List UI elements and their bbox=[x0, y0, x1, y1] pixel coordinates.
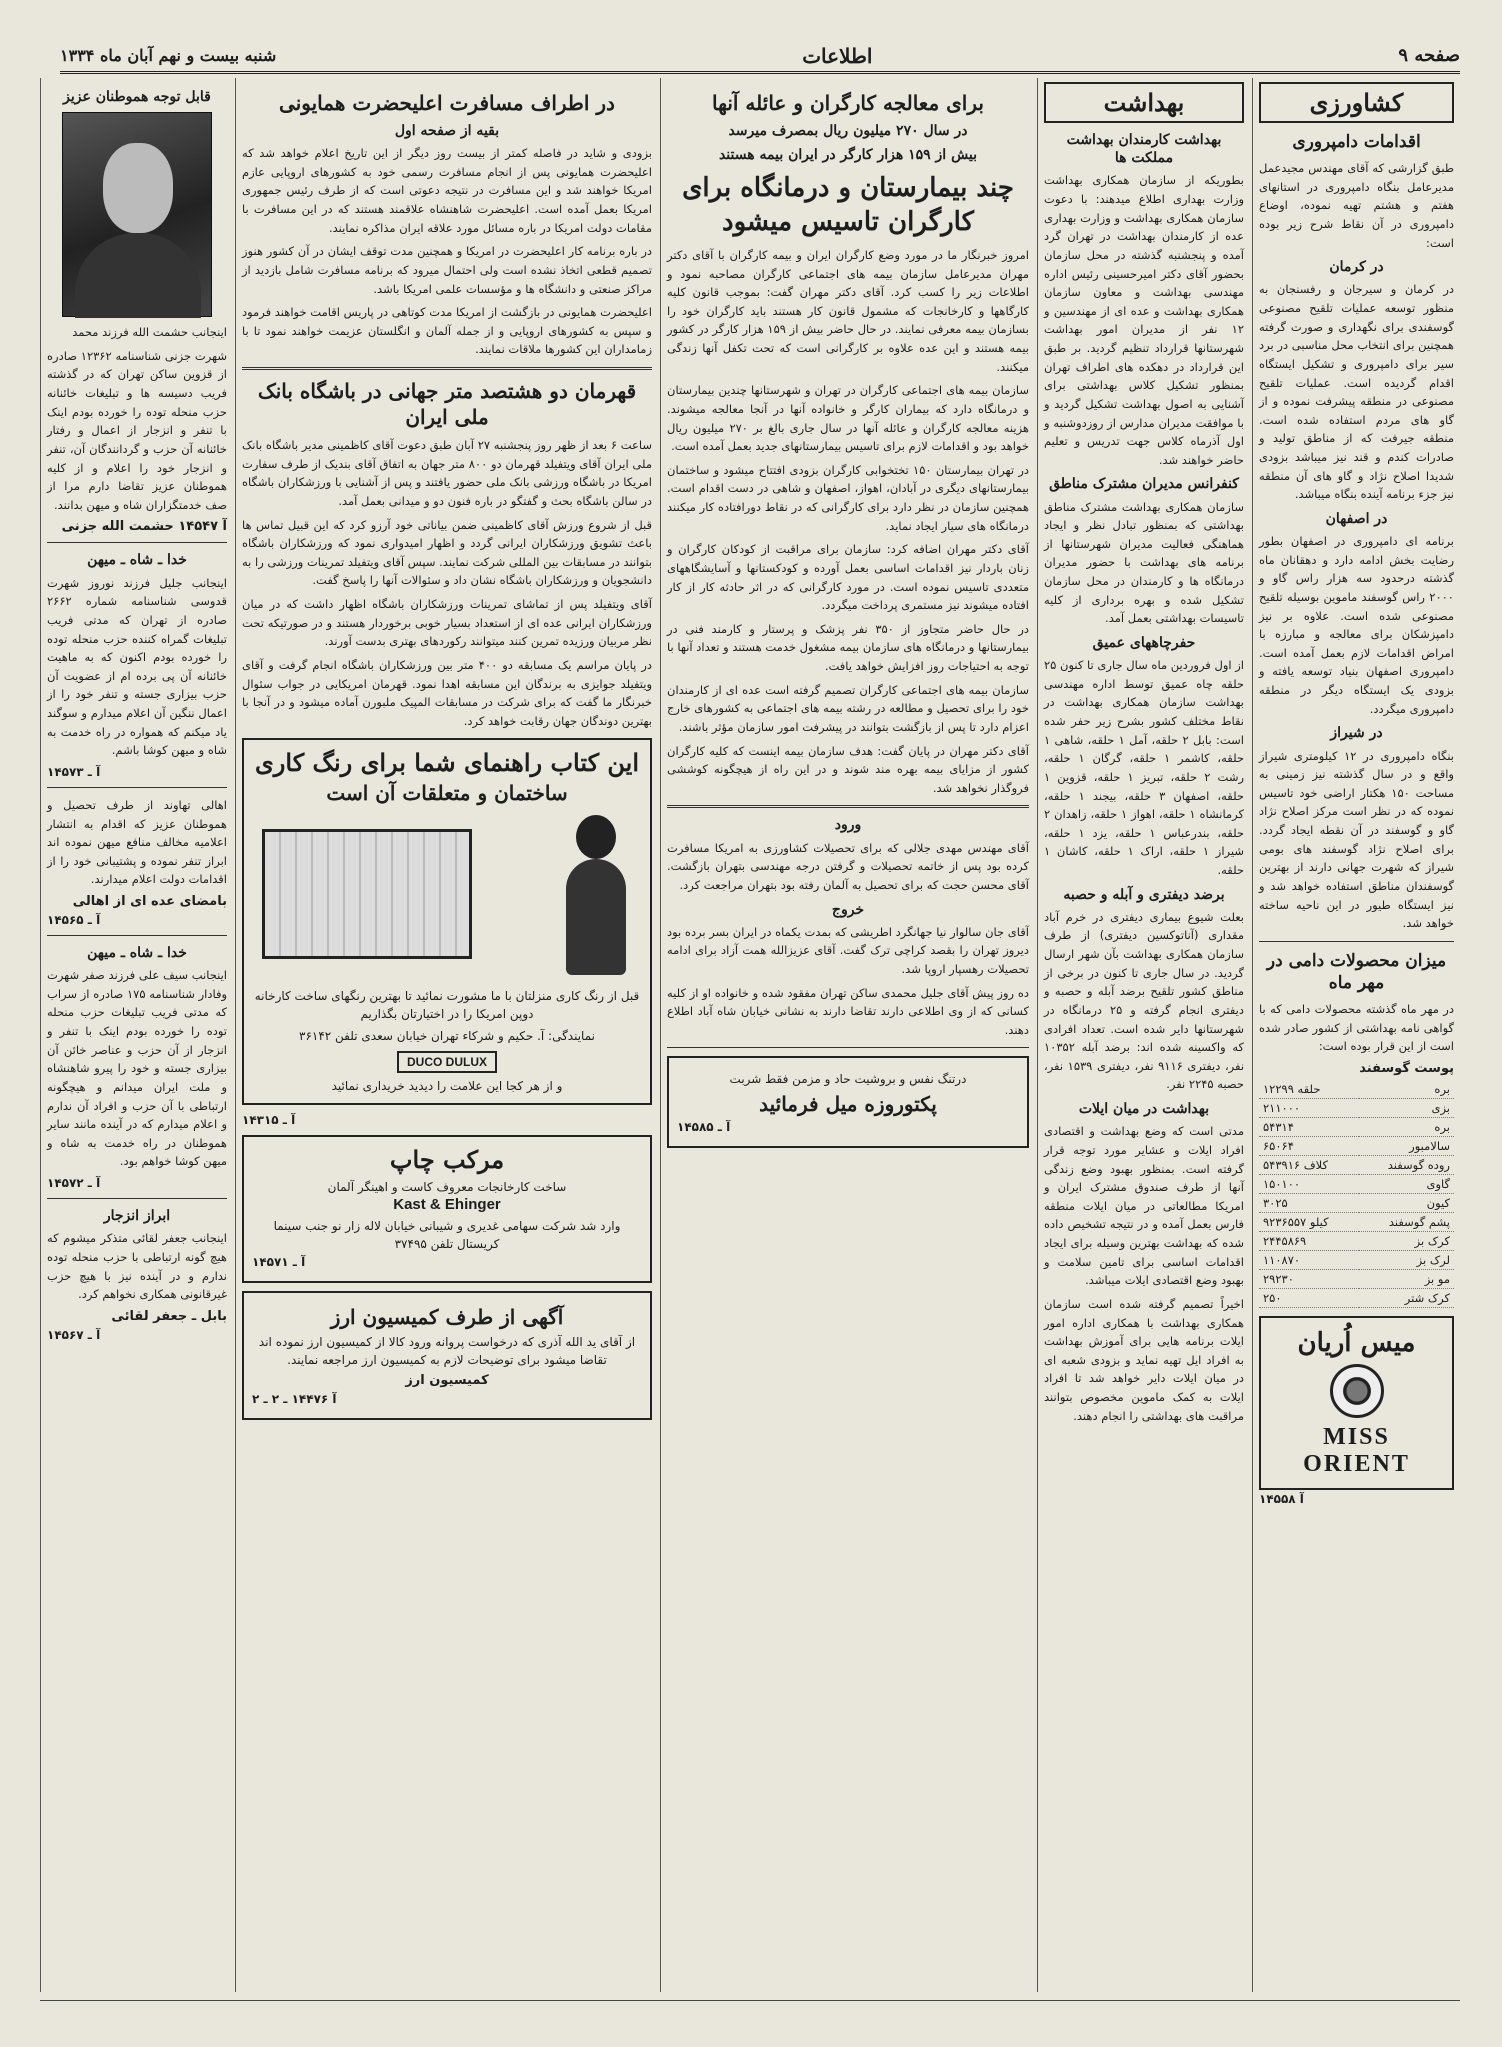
column-news bbox=[235, 78, 658, 1992]
stats-value: ۲۴۴۵۸۶۹ bbox=[1259, 1231, 1359, 1250]
notice-code: آ ـ ۱۴۵۷۳ bbox=[47, 764, 101, 779]
column-health bbox=[1037, 78, 1250, 1992]
ad-subheading: ساخت کارخانجات معروف کاست و اهینگر آلمان bbox=[327, 1180, 567, 1195]
article-headline: بهداشت در میان ایلات bbox=[1078, 1101, 1210, 1118]
arrivals-text: آقای مهندس مهدی جلالی که برای تحصیلات کشاورزی به امریکا مسافرت کرده بود پس از خاتمه تحصیلات و گرفتن درجه مهندسی بتهران بازگشت. آقای محسن حجت که برای تحصیل به آلمان رفته بود بتهران مراجعت کرد. bbox=[667, 840, 1029, 892]
article-paragraph: ساعت ۶ بعد از ظهر روز پنجشنبه ۲۷ آبان طبق دعوت آقای کاظمینی مدیر باشگاه بانک ملی ایران آقای ویتفیلد قهرمان دو ۸۰۰ متر جهان به اتفاق آقای بندیک از طرف سفارت امریکا در باشگاه ورزشی بانک ملی حضور یافتند و پس از آشنایی با ورزشکاران باشگاه در سالن باشگاه بحث و گفتگو در باره فنون دو و میدانی بعمل آمد. bbox=[242, 438, 653, 508]
article-paragraph: بنگاه دامپروری در ۱۲ کیلومتری شیراز واقع و در سال گذشته نیز زمینی به مساحت ۱۵۰ هکتار اراضی خود تاسیس نموده که در نظر است مرکز اصلاح نژاد گاو و گوسفند در آن نقطه ایجاد گردد. برای اصلاح نژاد گوسفند های بومی شیراز که شهرت جهانی دارند از بهترین گوسفندان مناطق استفاده خواهد شد و نیز ایستگاه طیور در این ناحیه ساخته خواهد شد. bbox=[1259, 748, 1454, 931]
article-paragraph: در کرمان و سیرجان و رفسنجان به منظور توسعه عملیات تلقیح مصنوعی گوسفندی برای نگهداری و صورت گرفته همچنین برای انتخاب محل مناسبی در برد سیر برای دامپروری و تشکیل ایستگاه اقدام گردیده است. عملیات تلقیح مصنوعی در منطقه پیشرفت نموده و از گاو های مردم استفاده شده است. منطقه جیرفت که از مناطق تولید و صادرات کندم و قند نیز میباشد بزودی شدیدا اصلاح نژاد و گاو های آن منطقه نیز جزء برنامه آینده بنگاه میباشد. bbox=[1259, 282, 1454, 502]
ad-heading: مرکب چاپ bbox=[389, 1145, 505, 1175]
stats-label: بره bbox=[1359, 1080, 1454, 1099]
stats-label: سالامبور bbox=[1359, 1136, 1454, 1155]
divider bbox=[47, 935, 227, 936]
divider bbox=[242, 367, 652, 370]
article-headline: میزان محصولات دامی در مهر ماه bbox=[1266, 950, 1447, 993]
stats-row bbox=[1259, 1080, 1454, 1099]
ad-signature: کمیسیون ارز bbox=[405, 1373, 489, 1389]
departures-title: خروج bbox=[831, 901, 865, 918]
sub-headline: در سال ۲۷۰ میلیون ریال بمصرف میرسد bbox=[728, 123, 968, 139]
arrivals-title: ورود bbox=[834, 817, 862, 834]
article-paragraph: در باره برنامه کار اعلیحضرت در امریکا و همچنین مدت توقف ایشان در آن کشور هنوز تصمیم قطعی اتخاذ نشده است ولی احتمال میرود که برنامه مسافرت شامل بازدید از مراکز صنعتی و دانشگاه ها و مؤسسات علمی امریکا باشد. bbox=[242, 244, 652, 296]
article-headline: برضد دیفتری و آبله و حصبه bbox=[1063, 886, 1225, 903]
article-paragraph: اخیراً تصمیم گرفته شده است سازمان همکاری بهداشت با همکاری اداره امور ایلات برنامه هایی برای آموزش بهداشت به افراد ایل تهیه نماید و بزودی شعبه ای در میان ایلات دایر خواهد شد تا افراد ایلات به کمک ماموین مخصوص بتوانند مراقبت های بهداشتی را انجام دهند. bbox=[1044, 1296, 1244, 1423]
stats-value: ۹۲۳۶۵۵۷ کیلو bbox=[1259, 1212, 1359, 1231]
stats-label: کیون bbox=[1359, 1193, 1454, 1212]
subheading: در اصفهان bbox=[1325, 510, 1388, 527]
article-headline: کنفرانس مدیران مشترک مناطق bbox=[1049, 476, 1239, 493]
stats-row bbox=[1259, 1250, 1454, 1269]
main-headline-large: چند بیمارستان و درمانگاه برای کارگران تاسیس میشود bbox=[682, 173, 1014, 238]
article-paragraph: آقای ویتفیلد پس از تماشای تمرینات ورزشکاران باشگاه اظهار داشت که در میان ورزشکاران ایرانی عده ای از استعداد بسیار خوبی برخوردار هستند و در صورتیکه تحت نظر مربیان ورزیده تمرین کنند میتوانند رکوردهای بهتری بدست آورند. bbox=[242, 597, 652, 649]
ad-address: نمایندگی: آ. حکیم و شرکاء تهران خیابان سعدی تلفن ۳۶۱۴۲ bbox=[299, 1029, 595, 1044]
ad-sign-note: و از هر کجا این علامت را دیدید خریداری نمائید bbox=[331, 1079, 563, 1094]
stats-value: ۲۵۰ bbox=[1259, 1288, 1359, 1307]
stats-label: مو بز bbox=[1359, 1269, 1454, 1288]
ad-code: آ ۱۴۴۷۶ ـ ۲ ـ ۲ bbox=[252, 1392, 337, 1407]
article-paragraph: از اول فروردین ماه سال جاری تا کنون ۲۵ حلقه چاه عمیق توسط اداره مهندسی بهداشت سازمان همکاری بهداشت در نقاط مختلف کشور بشرح زیر حفر شده است: بابل ۲ حلقه، آمل ۱ حلقه، شاهی ۱ حلقه، کاشمر ۱ حلقه، گرگان ۱ حلقه، رشت ۲ حلقه، تبریز ۱ حلقه، قزوین ۱ حلقه، اصفهان ۳ حلقه، بیجند ۱ حلقه، کرمانشاه ۱ حلقه، اهواز ۱ حلقه، زاهدان ۲ حلقه، بندرعباس ۱ حلقه، یزد ۱ حلقه، شیراز ۱ حلقه، اراک ۱ حلقه، کاشان ۱ حلقه. bbox=[1044, 658, 1245, 877]
stats-label: روده گوسفند bbox=[1359, 1155, 1454, 1174]
stats-value: ۲۱۱۰۰۰ bbox=[1259, 1098, 1359, 1117]
stats-title: پوست گوسفند bbox=[1359, 1060, 1454, 1076]
notice-signature: بامضای عده ای از اهالی bbox=[72, 894, 227, 909]
ad-agent: وارد شد شرکت سهامی غدیری و شیبانی خیابان لاله زار نو جنب سینما کریستال تلفن ۳۷۴۹۵ bbox=[273, 1219, 621, 1252]
stats-value: ۱۵۰۱۰۰ bbox=[1259, 1174, 1359, 1193]
stats-row bbox=[1259, 1117, 1454, 1136]
stats-value: ۱۱۰۸۷۰ bbox=[1259, 1250, 1359, 1269]
stats-value: ۶۵۰۶۴ bbox=[1259, 1136, 1359, 1155]
ad-code: آ ـ ۱۴۵۸۵ bbox=[677, 1120, 731, 1135]
ad-dulux-paint bbox=[242, 738, 652, 1105]
emblem-icon bbox=[1330, 1364, 1384, 1418]
ad-code: آ ۱۴۵۵۸ bbox=[1259, 1491, 1304, 1506]
column-agriculture bbox=[1252, 78, 1460, 1992]
article-headline: قهرمان دو هشتصد متر جهانی در باشگاه بانک ملی ایران bbox=[257, 379, 637, 430]
article-paragraph: در حال حاضر متجاوز از ۳۵۰ نفر پزشک و پرستار و کارمند فنی در بیمارستانها و درمانگاه های سازمان بیمه مشغول خدمت هستند و تعداد آنها با توجه به احتیاجات روز افزایش خواهد یافت. bbox=[667, 621, 1029, 674]
stats-row bbox=[1259, 1155, 1454, 1174]
article-headline: بهداشت کارمندان بهداشت مملکت ها bbox=[1066, 132, 1222, 167]
stats-row bbox=[1259, 1269, 1454, 1288]
stats-value: ۵۴۳۱۴ bbox=[1259, 1117, 1359, 1136]
article-paragraph: در تهران بیمارستان ۱۵۰ تختخوابی کارگران بزودی افتتاح میشود و ساختمان بیمارستانهای دیگری در آبادان، اهواز، اصفهان و شاهی در دست اقدام است. همچنین سازمان در نظر دارد برای کارگرانی که در نقاط دورافتاده کار میکنند درمانگاه های سیار ایجاد نماید. bbox=[667, 462, 1030, 533]
notice-code: آ ـ ۱۴۵۷۲ bbox=[47, 1176, 101, 1191]
stats-row bbox=[1259, 1288, 1454, 1307]
portrait-photo bbox=[62, 112, 212, 317]
main-headline: برای معالجه کارگران و عائله آنها bbox=[712, 91, 984, 115]
stats-label: لرک بز bbox=[1359, 1250, 1454, 1269]
stats-label: گاوی bbox=[1359, 1174, 1454, 1193]
ad-product: پکتوروزه میل فرمائید bbox=[759, 1092, 937, 1117]
article-paragraph: بطوریکه از سازمان همکاری بهداشت وزارت بهداری اطلاع میدهند: با دعوت سازمان همکاری بهداشت و وزارت بهداری عده از کارمندان بهداشت در تهران گرد آمده و پنجشنبه گذشته در محل سازمان بحضور آقای دکتر امیرحسینی رئیس اداره مهندسی بهداشت و معاون سازمان همکاری بهداشت و عده ای از مهندسین و ۱۲ نفر از مدیران امور بهداشت شهرستانها قرارداد تنظیم گردید. بر طبق این قرارداد در دهکده های اطراف تهران بمنظور تشکیل کلاس بهداشتی برای آشنایی به اصول بهداشت تشکیل گردید و با موافقت مدیران مدارس از روزدوشنبه و اول آذرماه کلاس جهت تدریس و تعلیم حاضر خواهند شد. bbox=[1044, 173, 1244, 467]
ad-heading-2: ساختمان و متعلقات آن است bbox=[326, 781, 568, 806]
divider bbox=[667, 805, 1029, 808]
notice-headline: قابل توجه هموطنان عزیز bbox=[63, 89, 211, 105]
article-headline: اقدامات دامپروری bbox=[1292, 132, 1421, 152]
stats-row bbox=[1259, 1231, 1454, 1250]
notice-text: شهرت جزنی شناسنامه ۱۲۳۶۲ صادره از قزوین ساکن تهران که در گذشته فریب دسیسه ها و تبلیغات خائنانه حزب منحله توده را خورده بودم اینک با تنفر و انزجار از اعمال و رفتار خائنانه آن حزب و گردانندگان آن، تنفر و انزجار خود را اعلام و از کلیه هموطنان عزیز تقاضا دارم مرا از صف خدمتگزاران شاه و میهن بدانند. bbox=[47, 348, 227, 512]
continued-note: بقیه از صفحه اول bbox=[394, 123, 500, 139]
notice-signature: بابل ـ جعفر لقائی bbox=[111, 1308, 227, 1324]
woman-figure-icon bbox=[556, 815, 636, 975]
stats-label: بره bbox=[1359, 1117, 1454, 1136]
stats-label: بزی bbox=[1359, 1098, 1454, 1117]
notice-text: ده روز پیش آقای جلیل محمدی ساکن تهران مفقود شده و خانواده او از کلیه کسانی که از وی اطلاعی دارند تقاضا دارند به نشانی خیابان شاه آباد اطلاع دهند. bbox=[667, 985, 1029, 1037]
notice-text: اهالی تهاوند از طرف تحصیل و هموطنان عزیز که اقدام به انتشار اعلامیه مخالف منافع میهن نموده اند ابراز تنفر نموده و پشتیبانی خود را از اقدامات دولت اعلام میدارند. bbox=[47, 797, 227, 887]
ad-code: آ ـ ۱۴۳۱۵ bbox=[242, 1113, 296, 1128]
article-paragraph: قبل از شروع ورزش آقای کاظمینی ضمن بیاناتی خود آرزو کرد که این قبیل تماس ها باعث تشویق ورزشکاران ایرانی گردد و اظهار امیدواری نمود که ورزشکاران باشگاه بتوانند در مسابقات بین المللی شرکت نمایند. سپس آقای ویتفیلد تمرینات ورزشی را به دانشجویان و ورزشکاران باشگاه نشان داد و سئوالات آنها را پاسخ گفت. bbox=[242, 517, 652, 588]
photo-caption: اینجانب حشمت الله فرزند محمد bbox=[72, 325, 227, 340]
column-workers bbox=[660, 78, 1035, 1992]
sub-headline: بیش از ۱۵۹ هزار کارگر در ایران بیمه هستند bbox=[718, 147, 978, 164]
notice-text: اینجانب سیف علی فرزند صفر شهرت وفادار شناسنامه ۱۷۵ صادره از سراب که مدتی فریب تبلیغات حزب منحله توده را خورده بودم اینک با تنفر و انزجار از آن حزب و عناصر خائن آن بیزاری جسته و خود را پیرو شاهنشاه و ملت ایران میدانم و هیچگونه ارتباطی با آن حزب و افراد آن ندارم و اعلام میدارم که در آینده مانند سایر هموطنان در راه خدمت به شاه و میهن کوشا خواهم بود. bbox=[47, 968, 228, 1169]
ad-miss-orient bbox=[1259, 1316, 1454, 1490]
ad-brand-en: MISS ORIENT bbox=[1303, 1423, 1410, 1477]
article-headline: حفرچاههای عمیق bbox=[1092, 634, 1196, 651]
article-paragraph: آقای دکتر مهران اضافه کرد: سازمان برای مراقبت از کودکان کارگران و زنان باردار نیز اقدامات اساسی بعمل آورده و کودکستانها و آسایشگاههای متعددی تاسیس نموده است. در مورد کارگرانی که در اثر حادثه کار از کار افتاده میشوند نیز مستمری پرداخت میگردد. bbox=[667, 542, 1029, 613]
color-chart-icon bbox=[262, 829, 472, 959]
subheading: در شیراز bbox=[1330, 725, 1383, 742]
notice-signature: آ ۱۴۵۴۷ حشمت الله جزنی bbox=[61, 519, 227, 535]
stats-label: کرک بز bbox=[1359, 1231, 1454, 1250]
stats-value: ۳۰۲۵ bbox=[1259, 1193, 1359, 1212]
ad-body: قبل از رنگ کاری منزلتان با ما مشورت نمائید تا بهترین رنگهای ساخت کارخانه دوپن امریکا را در اختیارتان بگذاریم bbox=[254, 989, 640, 1022]
page-footer-rule bbox=[40, 2000, 1460, 2002]
departures-text: آقای جان سالوار نیا جهانگرد اطریشی که بمدت یکماه در ایران بسر برده بود دیروز تهران را بقصد کراچی ترک گفت. آقای عزیزالله همت آزاد برای ادامه تحصیلات رهسپار اروپا شد. bbox=[667, 924, 1029, 976]
notice-text: اینجانب جلیل فرزند نوروز شهرت قدوسی شناسنامه شماره ۲۶۶۲ صادره از تهران که مدتی فریب تبلیغات گمراه کننده حزب منحله توده را خورده بودم اکنون که به ماهیت خائنانه آن پی برده ام از عضویت آن حزب بیزاری جسته و تنفر خود را از اعمال ننگین آن اعلام میدارم و سوگند یاد میکنم که همواره در راه خدمت به شاه و میهن کوشا باشم. bbox=[47, 575, 227, 758]
article-paragraph: در پایان مراسم یک مسابقه دو ۴۰۰ متر بین ورزشکاران باشگاه انجام گرفت و آقای ویتفیلد جوایزی به برندگان این مسابقه اهدا نمود. قهرمان امریکایی در جواب سئوال خبرنگار ما گفت که برای شرکت در مسابقات المپیک ملبورن آماده میشود و در آنجا با بهترین دوندگان جهان رقابت خواهد کرد. bbox=[242, 657, 652, 728]
stats-row bbox=[1259, 1098, 1454, 1117]
divider bbox=[47, 787, 227, 788]
article-paragraph: اعلیحضرت همایونی در بازگشت از امریکا مدت کوتاهی در پاریس اقامت خواهند فرمود و سپس به کشورهای اروپایی و از جمله آلمان و انگلستان عزیمت خواهند نمود تا با زمامداران این کشورها ملاقات نمایند. bbox=[242, 305, 652, 357]
article-paragraph: امروز خبرنگار ما در مورد وضع کارگران ایران و بیمه کارگران با آقای دکتر مهران مدیرعامل سازمان بیمه های اجتماعی کارگران مصاحبه نمود و اطلاعات زیر را کسب کرد. آقای دکتر مهران گفت: بموجب قانون کلیه کارگاهها و کارخانجات که مشمول قانون کار هستند باید کارگران خود را بسازمان بیمه معرفی نمایند. در حال حاضر بیش از ۱۵۹ هزار کارگر در کشور بیمه هستند و این عده علاوه بر کارگرانی است که تحت تکفل آنها زندگی میکنند. bbox=[667, 247, 1029, 374]
notice-code: آ ـ ۱۴۵۶۵ bbox=[47, 913, 101, 927]
ad-heading: آگهی از طرف کمیسیون ارز bbox=[330, 1305, 564, 1330]
stats-row bbox=[1259, 1212, 1454, 1231]
stats-row bbox=[1259, 1193, 1454, 1212]
stats-value: ۵۴۳۹۱۶ کلاف bbox=[1259, 1155, 1359, 1174]
page-header bbox=[60, 40, 1460, 74]
stats-row bbox=[1259, 1174, 1454, 1193]
ad-code: آ ـ ۱۴۵۷۱ bbox=[252, 1255, 306, 1270]
article-paragraph: آقای دکتر مهران در پایان گفت: هدف سازمان بیمه اینست که کلیه کارگران کشور از مزایای بیمه بهره مند شوند و در این راه از هیچگونه کوششی فروگذار نخواهد شد. bbox=[667, 743, 1029, 795]
stats-value: ۱۲۲۹۹ حلقه bbox=[1259, 1080, 1359, 1099]
stats-label: کرک شتر bbox=[1359, 1288, 1454, 1307]
divider bbox=[47, 1198, 227, 1199]
ad-tagline: درتنگ نفس و بروشیت حاد و مزمن فقط شربت bbox=[729, 1072, 967, 1087]
divider bbox=[1259, 941, 1454, 942]
export-stats-table bbox=[1259, 1080, 1454, 1308]
dulux-logo: DUCO DULUX bbox=[397, 1051, 497, 1073]
page-number: صفحه ۹ bbox=[1398, 45, 1460, 66]
stats-label: پشم گوسفند bbox=[1359, 1212, 1454, 1231]
ad-brand-fa: میس اُریان bbox=[1297, 1327, 1416, 1358]
ad-currency-commission bbox=[242, 1291, 652, 1420]
ad-illustration bbox=[252, 811, 642, 981]
divider bbox=[667, 1047, 1029, 1048]
issue-date: شنبه بیست و نهم آبان ماه ۱۳۳۴ bbox=[60, 46, 277, 65]
notice-headline: خدا ـ شاه ـ میهن bbox=[87, 945, 187, 961]
article-paragraph: در مهر ماه گذشته محصولات دامی که با گواهی نامه بهداشتی از کشور صادر شده است از این قرار بوده است: bbox=[1259, 1001, 1454, 1054]
article-paragraph: بعلت شیوع بیماری دیفتری در خرم آباد مقداری (آناتوکسین دیفتری) از طرف سازمان همکاری بهداشت بآن شهر ارسال گردید. در سال جاری تا کنون در برخی از مناطق کشور تلقیح برضد آبله و حصبه و دیفتری انجام گرفته و ۲۵ درمانگاه در شهرستانها دایر شده است. تعداد افرادی که واکسینه شده اند: برضد آبله ۱۰۳۵۲ نفر، دیفتری ۹۱۱۶ نفر، دیفتری ۱۵۳۹ نفر، حصبه ۲۲۴۵ نفر. bbox=[1044, 909, 1245, 1092]
section-title-agriculture: کشاورزی bbox=[1259, 82, 1454, 123]
stats-row bbox=[1259, 1136, 1454, 1155]
column-notices bbox=[40, 78, 233, 1992]
stats-value: ۲۹۲۳۰ bbox=[1259, 1269, 1359, 1288]
masthead: اطلاعات bbox=[802, 43, 873, 68]
section-title-health: بهداشت bbox=[1044, 82, 1244, 123]
article-paragraph: برنامه ای دامپروری در اصفهان بطور رضایت بخش ادامه دارد و دهقانان ماه گذشته درحدود سه هزار راس گاو و ۲۰۰۰ راس گوسفند ماموین بوسیله تلقیح مصنوعی شده است. علاوه بر نیز دامپزشکان برای معالجه و مبارزه با امراض اقدامات لازم بعمل آمده است. دامپروری اصفهان بنیاد توسعه یافته و بزودی یک ایستگاه دیگر در منطقه دامپروری میگردد. bbox=[1259, 534, 1454, 716]
ad-body: از آقای ید الله آذری که درخواست پروانه ورود کالا از کمیسیون ارز نموده اند تقاضا میشود برای توضیحات لازم به کمیسیون ارز مراجعه نمایند. bbox=[258, 1335, 636, 1368]
ad-printing-ink bbox=[242, 1135, 652, 1283]
article-headline: در اطراف مسافرت اعلیحضرت همایونی bbox=[279, 91, 615, 115]
divider bbox=[47, 542, 227, 543]
ad-brand-latin: Kast & Ehinger bbox=[393, 1196, 501, 1214]
ad-heading: این کتاب راهنمای شما برای رنگ کاری bbox=[255, 748, 639, 778]
ad-pectorose bbox=[667, 1056, 1029, 1148]
article-paragraph: مدتی است که وضع بهداشت و اقتصادی افراد ایلات و عشایر مورد توجه قرار گرفته است. بمنظور بهبود وضع زندگی آنها از طرف صندوق مشترک ایران و امریکا مطالعاتی در میان ایلات منطقه فارس بعمل آمده و در نتیجه تشخیص داده شده که بهداشت بهترین وسیله برای ایجاد اقدامات اساسی برای تامین سلامت و بهبود وضع اقتصادی ایلات میباشد. bbox=[1044, 1124, 1244, 1288]
article-paragraph: طبق گزارشی که آقای مهندس مجیدعمل مدیرعامل بنگاه دامپروری در استانهای هفتم و هشتم تهیه نموده، اوضاع دامپروری در آن نقاط شرح زیر بوده است: bbox=[1259, 161, 1454, 250]
article-paragraph: سازمان بیمه های اجتماعی کارگران در تهران و شهرستانها چندین بیمارستان و درمانگاه دارد که بیماران کارگر و خانواده آنها در آنجا معالجه میشوند. هزینه معالجه کارگران و عائله آنها در سال جاری بالغ بر ۲۷۰ میلیون ریال خواهد بود و اقدامات لازم برای تاسیس بیمارستانهای جدید بعمل آمده است. bbox=[667, 383, 1029, 454]
article-paragraph: بزودی و شاید در فاصله کمتر از بیست روز دیگر از این تاریخ اعلام خواهد شد که اعلیحضرت همایونی پس از انجام مسافرت رسمی خود به کشورهای اروپایی عازم امریکا خواهند شد و این مسافرت در نتیجه دعوتی است که از طرف رئیس جمهوری امریکا بعمل آمده است. اعلیحضرت شاهنشاه علاقمند هستند که در این مسافرت با مقامات دولت امریکا در باره مسائل مورد علاقه ایران مذاکره نمایند. bbox=[242, 146, 652, 235]
article-paragraph: سازمان همکاری بهداشت مشترک مناطق بهداشتی که بمنظور تبادل نظر و ایجاد هماهنگی فعالیت مدیران شهرستانها از برنامه های بهداشت با حضور مدیران درمانگاه ها و کارمندان در محل سازمان تشکیل شده و بهره برداری از کلیه تاسیسات بهداشتی بعمل آمد. bbox=[1044, 499, 1244, 626]
notice-headline: ابراز انزجار bbox=[103, 1208, 171, 1225]
article-paragraph: سازمان بیمه های اجتماعی کارگران تصمیم گرفته است عده ای از کارمندان خود را برای تحصیل و مطالعه در رشته بیمه های اجتماعی به کشورهای خارج اعزام دارد تا پس از بازگشت بتوانند در پیشرفت امور سازمان مؤثر باشند. bbox=[667, 682, 1029, 734]
subheading: در کرمان bbox=[1329, 259, 1384, 276]
notice-headline: خدا ـ شاه ـ میهن bbox=[87, 552, 187, 569]
notice-text: اینجانب جعفر لقائی متذکر میشوم که هیچ گونه ارتباطی با حزب منحله توده ندارم و در آینده نیز با هیچ حزب غیرقانونی همکاری نخواهم کرد. bbox=[47, 1231, 227, 1302]
notice-code: آ ـ ۱۴۵۶۷ bbox=[47, 1327, 101, 1342]
